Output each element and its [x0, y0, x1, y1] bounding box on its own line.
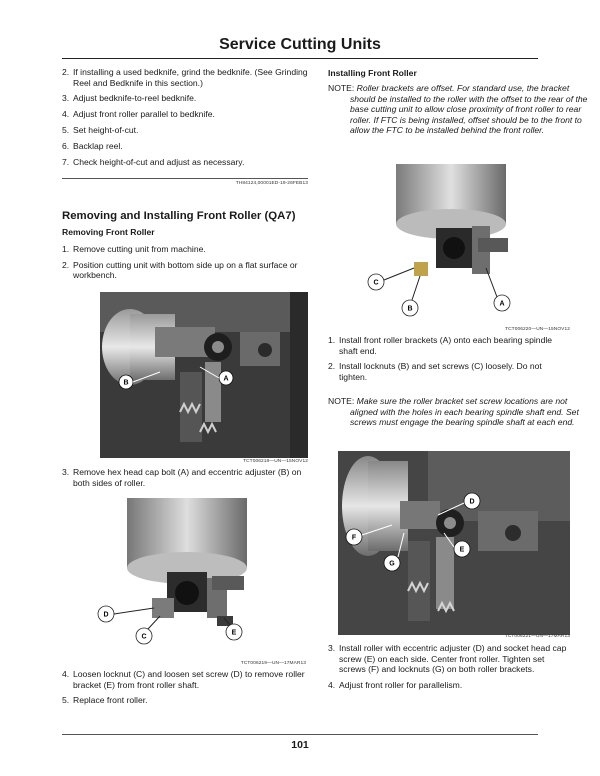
- list-item: 1. Remove cutting unit from machine.: [62, 244, 206, 254]
- callout-label: B: [407, 305, 413, 313]
- header-rule: [62, 58, 538, 59]
- right-steps-bottom: [328, 643, 572, 696]
- list-item: 6. Backlap reel.: [62, 140, 123, 151]
- photo-roller-bracket-install: [366, 164, 570, 326]
- callout-label: D: [103, 611, 109, 619]
- photo-caption: TCT006219—UN—17MAR13: [240, 661, 306, 666]
- list-item: 3. Remove hex head cap bolt (A) and eccentric adjuster (B) on both sides of roller.: [62, 467, 302, 488]
- callout-label: D: [469, 498, 475, 506]
- divider: [62, 178, 308, 179]
- list-item: 4. Adjust front roller parallel to bedknife.: [62, 109, 215, 120]
- section-title: Removing and Installing Front Roller (QA7): [62, 210, 296, 222]
- reference-code: TH84124,00001ED-19-26FEB13: [235, 181, 308, 186]
- note-lead: NOTE:: [328, 83, 355, 93]
- callout-label: A: [223, 375, 229, 383]
- callout-label: E: [231, 629, 237, 637]
- list-item: 5. Replace front roller.: [62, 695, 148, 706]
- photo-caption: TCT006221—UN—17MAR13: [504, 634, 570, 639]
- list-item: 5. Set height-of-cut.: [62, 124, 139, 135]
- note-lead: NOTE:: [328, 396, 355, 406]
- list-item: 3. Install roller with eccentric adjuster (D) and socket head cap screw (E) on each side. Center front roller. Tighten set screws (F) and locknuts (G) on both roller brackets.: [328, 643, 567, 675]
- note-set-screw: [328, 396, 594, 428]
- list-item: 4. Loosen locknut (C) and loosen set screw (D) to remove roller bracket (E) from front roller shaft.: [62, 669, 305, 690]
- subsection-title: Installing Front Roller: [328, 68, 417, 78]
- list-item: 2. Position cutting unit with bottom side up on a flat surface or workbench.: [62, 259, 298, 281]
- note-text: Roller brackets are offset. For standard use, the bracket should be installed to the roller with the offset to the rear of the base cutting unit to allow close proximity of front roller to rear roller. If FTC is being installed, offset should be to the front to allow the FTC to be installed behind the front roller.: [350, 83, 588, 136]
- note-offset: [328, 83, 594, 136]
- note-text: Make sure the roller bracket set screw locations are not aligned with the holes in each bearing spindle shaft end. Set screws must engage the bearing spindle shaft at each end.: [350, 396, 579, 428]
- list-item: 7. Check height-of-cut and adjust as necessary.: [62, 156, 245, 167]
- callout-label: C: [141, 633, 147, 641]
- page-number: 101: [291, 739, 309, 751]
- footer-rule: [62, 734, 538, 735]
- callout-label: G: [389, 560, 395, 568]
- photo-caption: TCT006220—UN—15NOV12: [505, 327, 570, 332]
- subsection-title: Removing Front Roller: [62, 227, 155, 237]
- right-steps-mid: [328, 335, 572, 388]
- list-item: 2. If installing a used bedknife, grind the bedknife. (See Grinding Reel and Bedknife in this section.): [62, 67, 308, 88]
- callout-label: C: [373, 279, 379, 287]
- list-item: 1. Install front roller brackets (A) onto each bearing spindle shaft end.: [328, 335, 553, 356]
- left-steps-remove: [62, 244, 308, 286]
- list-item: 3. Adjust bedknife-to-reel bedknife.: [62, 93, 197, 104]
- list-item: 2. Install locknuts (B) and set screws (C) loosely. Do not tighten.: [328, 361, 542, 382]
- page-title: Service Cutting Units: [219, 36, 381, 53]
- callout-label: F: [351, 534, 357, 542]
- left-steps-bottom: [62, 669, 308, 711]
- photo-roller-bracket: [72, 498, 306, 662]
- callout-label: B: [123, 379, 129, 387]
- list-item: 4. Adjust front roller for parallelism.: [328, 679, 463, 690]
- left-steps-top: [62, 67, 308, 172]
- photo-roller-adjuster: [338, 451, 570, 635]
- left-step-3: [62, 467, 308, 493]
- callout-label: E: [459, 546, 465, 554]
- callout-label: A: [499, 300, 505, 308]
- photo-caption: TCT006218—UN—15NOV12: [243, 459, 308, 464]
- photo-front-roller-bolt: [100, 292, 308, 458]
